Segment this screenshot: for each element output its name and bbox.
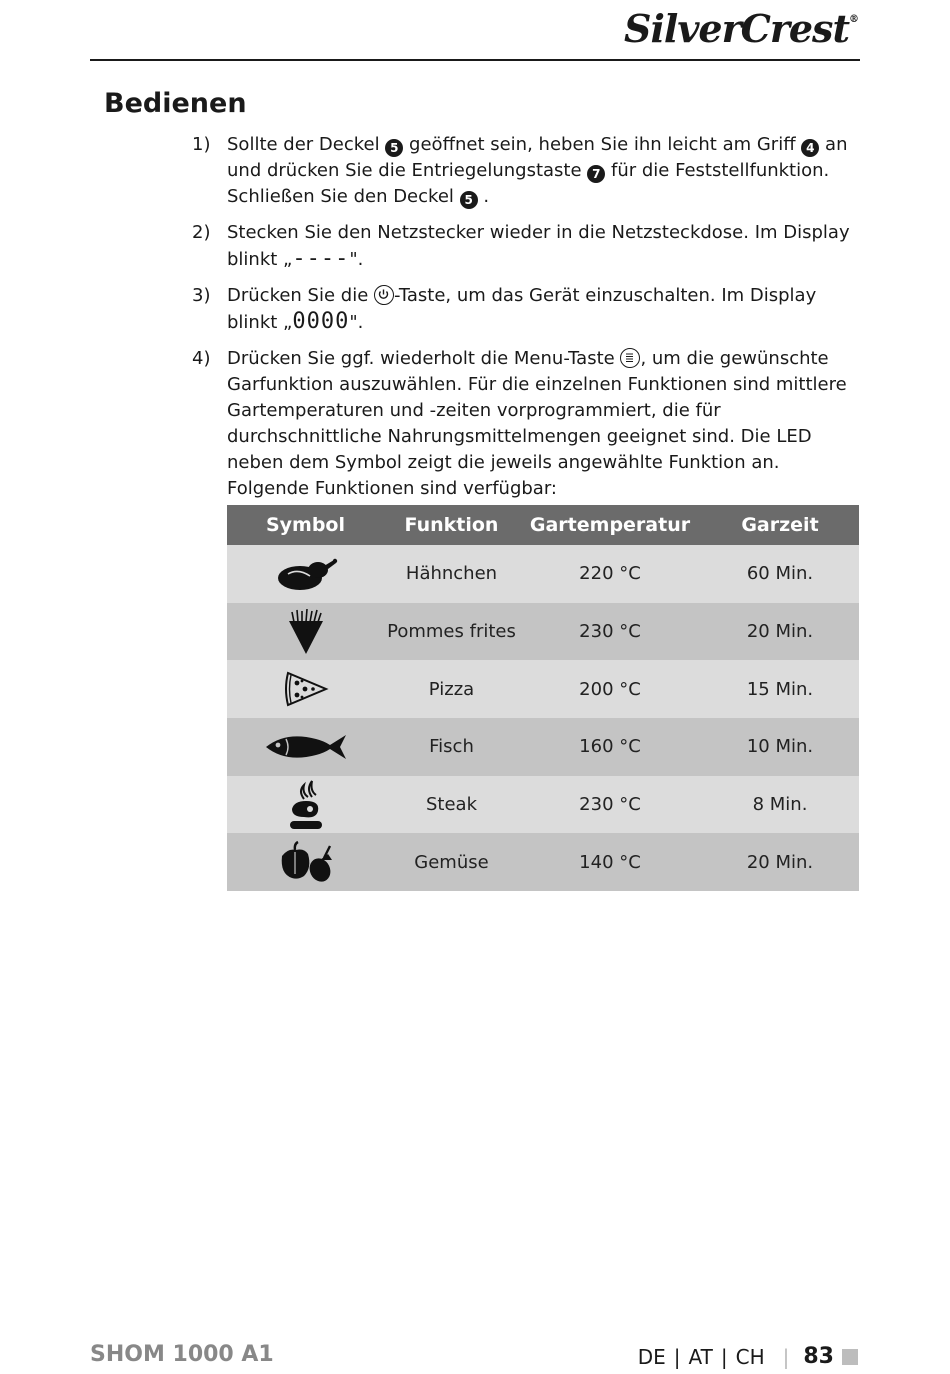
step-number: 2) — [192, 222, 211, 243]
table-row — [227, 776, 859, 834]
step-text: Sollte der Deckel — [227, 134, 386, 155]
ref-badge: 5 — [385, 139, 403, 157]
footer-page-info — [638, 1344, 858, 1369]
vegetable-icon — [278, 840, 334, 884]
cell-temp: 160 °C — [519, 718, 701, 776]
step-4 — [192, 346, 852, 502]
fish-icon — [264, 731, 348, 763]
col-header-temp: Gartemperatur — [519, 505, 701, 545]
section-heading: Bedienen — [104, 88, 247, 119]
chicken-icon — [274, 556, 338, 592]
cell-temp: 200 °C — [519, 660, 701, 718]
cell-zeit: 8 Min. — [701, 776, 859, 834]
step-text: an und drücken Sie die Entriegelungstaste — [227, 134, 848, 181]
table-row — [227, 833, 859, 891]
cell-temp: 220 °C — [519, 545, 701, 603]
steak-icon — [286, 779, 326, 831]
step-text: -Taste, um das Gerät einzuschalten. Im Display blinkt „ — [227, 285, 817, 333]
step-number: 1) — [192, 134, 211, 155]
country-de: DE — [637, 1344, 666, 1369]
step-text: geöffnet sein, heben Sie ihn leicht am Griff — [403, 134, 802, 155]
brand-name: SilverCrest — [624, 6, 849, 51]
cell-funktion: Gemüse — [384, 833, 519, 891]
cell-temp: 230 °C — [519, 776, 701, 834]
pizza-icon — [282, 670, 330, 708]
step-text: ". — [349, 312, 364, 333]
page-square-icon — [842, 1349, 858, 1365]
country-at: AT — [688, 1344, 713, 1369]
table-row — [227, 545, 859, 603]
table-header-row — [227, 505, 859, 545]
step-2 — [192, 220, 852, 273]
brand-logo — [624, 6, 858, 51]
step-3 — [192, 283, 852, 336]
brand-reg: ® — [849, 14, 858, 25]
footer-model: SHOM 1000 A1 — [90, 1342, 274, 1367]
menu-icon — [620, 348, 640, 368]
cell-funktion: Pizza — [384, 660, 519, 718]
step-text: . — [477, 186, 490, 207]
step-text: ". — [349, 249, 364, 270]
ref-badge: 7 — [587, 165, 605, 183]
cell-funktion: Pommes frites — [384, 603, 519, 661]
cell-zeit: 60 Min. — [701, 545, 859, 603]
cell-zeit: 10 Min. — [701, 718, 859, 776]
header-rule — [90, 59, 860, 61]
fries-icon — [286, 608, 326, 656]
ref-badge: 4 — [801, 139, 819, 157]
page-number: 83 — [803, 1344, 834, 1369]
steps-list — [192, 132, 852, 512]
table-row — [227, 603, 859, 661]
country-ch: CH — [735, 1344, 765, 1369]
cell-zeit: 15 Min. — [701, 660, 859, 718]
cell-temp: 140 °C — [519, 833, 701, 891]
step-text: Drücken Sie ggf. wiederholt die Menu-Taste — [227, 348, 621, 369]
step-followup: Folgende Funktionen sind verfügbar: — [227, 478, 557, 499]
step-text: Drücken Sie die — [227, 285, 374, 306]
cell-funktion: Hähnchen — [384, 545, 519, 603]
divider: | — [720, 1344, 728, 1369]
divider: | — [782, 1344, 790, 1369]
cell-zeit: 20 Min. — [701, 833, 859, 891]
step-1 — [192, 132, 852, 210]
divider: | — [673, 1344, 681, 1369]
cell-temp: 230 °C — [519, 603, 701, 661]
cell-funktion: Fisch — [384, 718, 519, 776]
power-icon — [374, 285, 394, 305]
cell-zeit: 20 Min. — [701, 603, 859, 661]
table-row — [227, 718, 859, 776]
step-text: , um die gewünschte Garfunktion auszuwählen. Für die einzelnen Funktionen sind mittlere Gartemperaturen und -zeiten vorprogrammiert, die für durchschnittliche Nahrungsmittelmengen geeignet sind. Die LED neben dem Symbol zeigt die jeweils angewählte Funktion an. — [227, 348, 847, 473]
step-number: 4) — [192, 348, 211, 369]
functions-table — [227, 505, 859, 891]
display-readout: 0000 — [292, 309, 350, 334]
step-number: 3) — [192, 285, 211, 306]
step-text: Stecken Sie den Netzstecker wieder in die Netzsteckdose. Im Display blinkt „ — [227, 222, 850, 270]
col-header-symbol: Symbol — [227, 505, 384, 545]
col-header-zeit: Garzeit — [701, 505, 859, 545]
cell-funktion: Steak — [384, 776, 519, 834]
display-readout: ---- — [292, 246, 350, 271]
step-text: für die Feststellfunktion. Schließen Sie den Deckel — [227, 160, 830, 207]
col-header-funktion: Funktion — [384, 505, 519, 545]
table-row — [227, 660, 859, 718]
ref-badge: 5 — [460, 191, 478, 209]
